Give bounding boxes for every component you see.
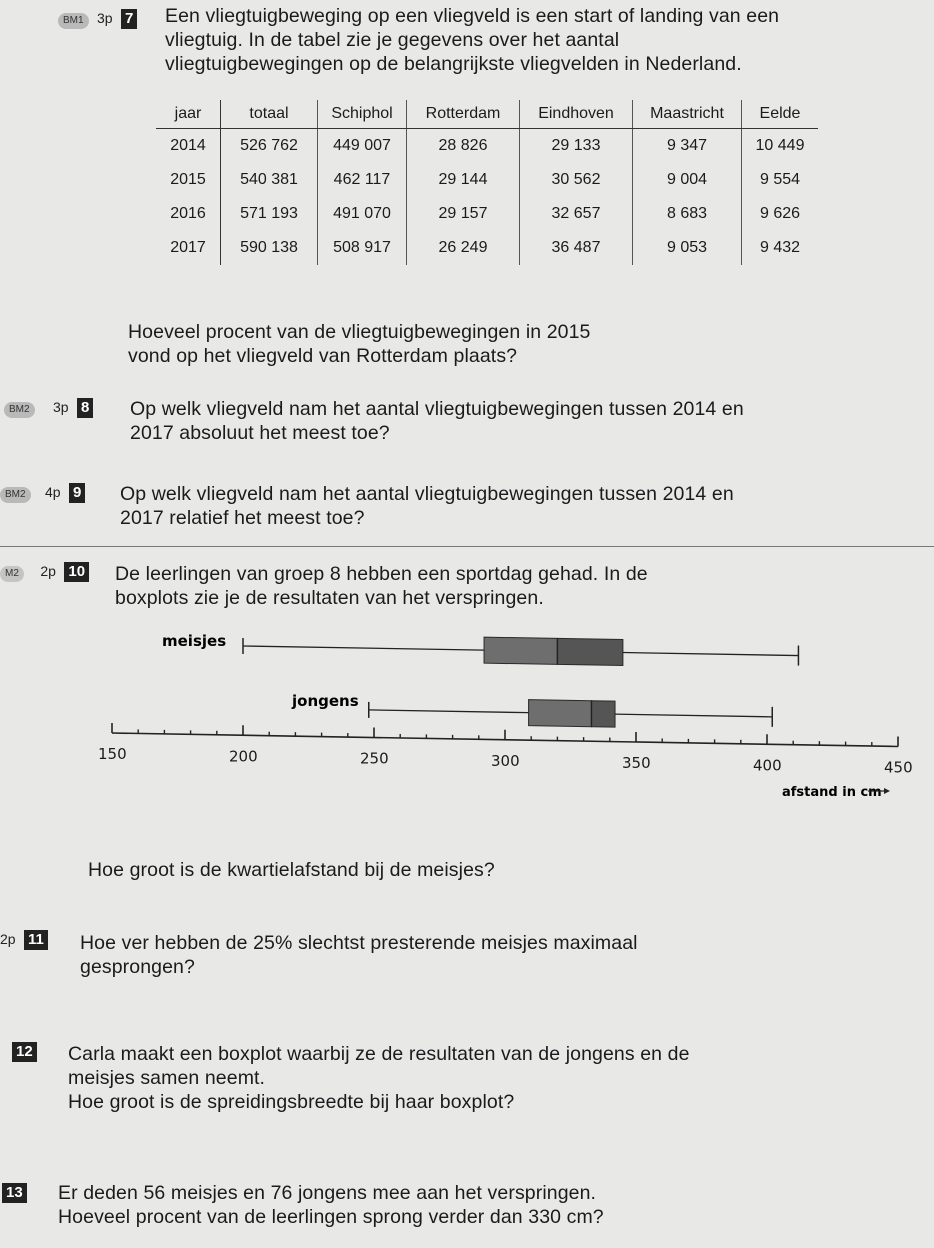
q11-line: gesprongen? <box>80 956 195 978</box>
col-header-eelde: Eelde <box>742 100 819 129</box>
cell-year: 2015 <box>156 163 221 197</box>
cell-schiphol: 449 007 <box>318 129 407 164</box>
cell-eindhoven: 36 487 <box>520 231 633 265</box>
cell-rotterdam: 29 157 <box>407 197 520 231</box>
cell-maastricht: 8 683 <box>633 197 742 231</box>
q8-line: Op welk vliegveld nam het aantal vliegtuigbewegingen tussen 2014 en <box>130 398 744 420</box>
meisjes-label: meisjes <box>162 632 227 650</box>
q7-question-line: vond op het vliegveld van Rotterdam plaats? <box>128 345 518 367</box>
axis-label: afstand in cm <box>782 785 882 800</box>
cell-eindhoven: 32 657 <box>520 197 633 231</box>
q12-text <box>68 1042 908 1114</box>
axis-tick-label: 300 <box>491 751 520 770</box>
col-header-totaal: totaal <box>221 100 318 129</box>
airport-table-wrap <box>156 100 818 265</box>
q12-line: meisjes samen neemt. <box>68 1067 266 1089</box>
q9-points: 4p <box>45 484 61 500</box>
jongens-label: jongens <box>292 692 359 710</box>
table-row <box>156 231 818 265</box>
axis-tick-label: 400 <box>753 756 782 775</box>
cell-eelde: 9 432 <box>759 239 801 256</box>
q10-question <box>88 858 788 882</box>
q13-text <box>58 1181 918 1229</box>
axis-tick-label: 150 <box>98 745 127 763</box>
whisker-left <box>369 710 529 713</box>
q7-question-line: Hoeveel procent van de vliegtuigbewegingen in 2015 <box>128 321 591 343</box>
q10-line: boxplots zie je de resultaten van het verspringen. <box>115 587 544 609</box>
col-header-jaar: jaar <box>156 100 221 129</box>
q7-intro-line: vliegtuigbewegingen op de belangrijkste vliegvelden in Nederland. <box>165 53 742 75</box>
box-upper-half <box>557 638 623 665</box>
q7-number: 7 <box>121 9 137 29</box>
cell-eelde: 9 554 <box>759 171 801 188</box>
q7-question <box>128 320 828 368</box>
whisker-left <box>243 646 484 650</box>
q9-line: Op welk vliegveld nam het aantal vliegtuigbewegingen tussen 2014 en <box>120 483 734 505</box>
box-lower-half <box>529 700 592 727</box>
q9-header <box>0 483 85 503</box>
box-lower-half <box>484 637 557 664</box>
cell-schiphol: 462 117 <box>318 163 407 197</box>
cell-year: 2017 <box>156 231 221 265</box>
q8-points: 3p <box>53 399 69 415</box>
section-divider <box>0 546 934 547</box>
whisker-right <box>615 714 772 717</box>
axis-tick-label: 200 <box>229 747 258 766</box>
q12-line: Hoe groot is de spreidingsbreedte bij haar boxplot? <box>68 1091 515 1113</box>
cell-rotterdam: 29 144 <box>407 163 520 197</box>
boxplot-axis <box>98 723 913 777</box>
cell-totaal: 571 193 <box>221 197 318 231</box>
axis-tick-label: 250 <box>360 749 389 768</box>
boxplot-figure <box>0 620 934 810</box>
q12-line: Carla maakt een boxplot waarbij ze de resultaten van de jongens en de <box>68 1043 690 1065</box>
cell-rotterdam: 28 826 <box>407 129 520 164</box>
q7-header <box>58 9 137 29</box>
q8-text <box>130 397 920 445</box>
q10-tag: M2 <box>0 566 24 582</box>
q10-header <box>0 562 89 582</box>
q13-line: Er deden 56 meisjes en 76 jongens mee aan het verspringen. <box>58 1182 597 1204</box>
q7-intro-line: vliegtuig. In de tabel zie je gegevens over het aantal <box>165 29 620 51</box>
q11-text <box>80 931 900 979</box>
q7-tag: BM1 <box>58 13 89 29</box>
table-row <box>156 163 818 197</box>
q9-text <box>120 482 920 530</box>
col-header-maastricht: Maastricht <box>633 100 742 129</box>
cell-maastricht: 9 004 <box>633 163 742 197</box>
cell-schiphol: 508 917 <box>318 231 407 265</box>
q12-header <box>12 1042 37 1062</box>
boxplot-jongens <box>369 700 772 727</box>
q10-intro <box>115 562 915 610</box>
cell-eelde: 9 626 <box>759 205 801 222</box>
q12-number: 12 <box>12 1042 37 1062</box>
q7-intro <box>165 4 925 76</box>
box-upper-half <box>591 701 615 727</box>
q11-line: Hoe ver hebben de 25% slechtst presterende meisjes maximaal <box>80 932 638 954</box>
q10-number: 10 <box>64 562 89 582</box>
cell-totaal: 590 138 <box>221 231 318 265</box>
col-header-eindhoven: Eindhoven <box>520 100 633 129</box>
cell-maastricht: 9 347 <box>633 129 742 164</box>
airport-table <box>156 100 818 265</box>
q8-number: 8 <box>77 398 93 418</box>
cell-rotterdam: 26 249 <box>407 231 520 265</box>
col-header-rotterdam: Rotterdam <box>407 100 520 129</box>
q11-number: 11 <box>24 930 48 950</box>
cell-year: 2016 <box>156 197 221 231</box>
cell-year: 2014 <box>156 129 221 164</box>
cell-totaal: 540 381 <box>221 163 318 197</box>
q13-number: 13 <box>2 1183 27 1203</box>
q9-number: 9 <box>69 483 85 503</box>
q10-line: De leerlingen van groep 8 hebben een sportdag gehad. In de <box>115 563 648 585</box>
axis-tick-label: 350 <box>622 754 651 772</box>
q9-line: 2017 relatief het meest toe? <box>120 507 365 529</box>
q7-points: 3p <box>97 10 113 26</box>
q8-header <box>4 398 93 418</box>
q13-header <box>2 1183 27 1203</box>
q10-points: 2p <box>40 563 56 579</box>
whisker-right <box>623 653 799 656</box>
cell-totaal: 526 762 <box>221 129 318 164</box>
table-row <box>156 129 818 164</box>
col-header-schiphol: Schiphol <box>318 100 407 129</box>
table-row <box>156 197 818 231</box>
q7-intro-line: Een vliegtuigbeweging op een vliegveld is een start of landing van een <box>165 5 780 27</box>
q13-line: Hoeveel procent van de leerlingen sprong verder dan 330 cm? <box>58 1206 604 1228</box>
axis-tick-label: 450 <box>884 758 913 777</box>
q11-points: 2p <box>0 931 16 947</box>
boxplot-meisjes <box>243 637 798 665</box>
cell-schiphol: 491 070 <box>318 197 407 231</box>
q11-header <box>0 930 48 950</box>
cell-eelde: 10 449 <box>755 137 805 154</box>
cell-eindhoven: 29 133 <box>520 129 633 164</box>
cell-eindhoven: 30 562 <box>520 163 633 197</box>
table-header-row <box>156 100 818 129</box>
q10-question-line: Hoe groot is de kwartielafstand bij de meisjes? <box>88 859 495 881</box>
q8-line: 2017 absoluut het meest toe? <box>130 422 390 444</box>
cell-maastricht: 9 053 <box>633 231 742 265</box>
q9-tag: BM2 <box>0 487 31 503</box>
q8-tag: BM2 <box>4 402 35 418</box>
